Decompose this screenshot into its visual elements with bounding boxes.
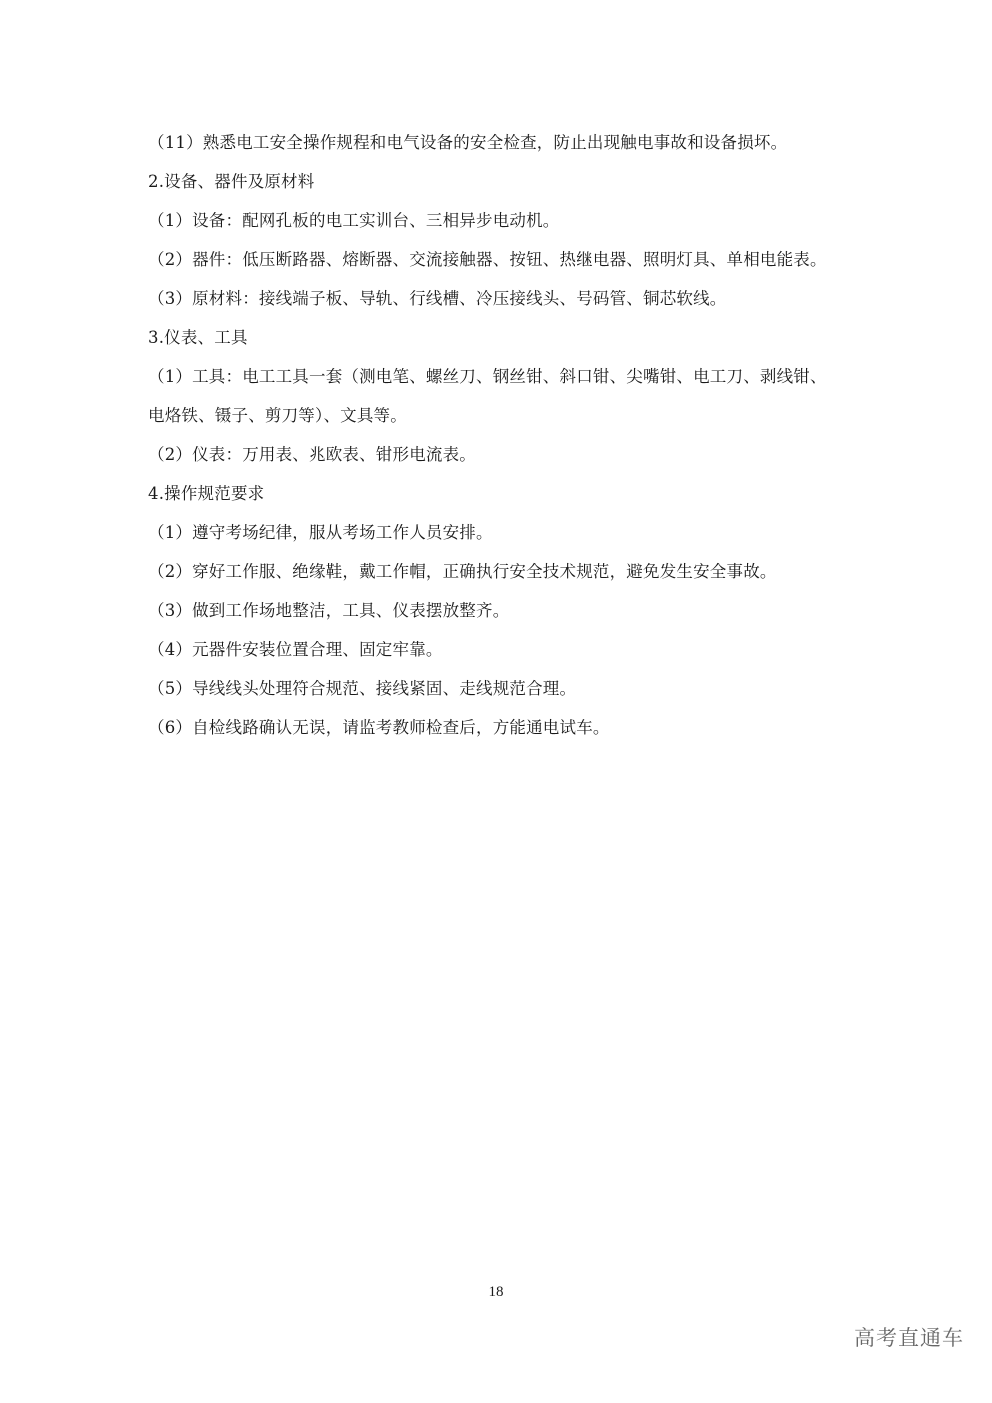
section-heading: 3.仪表、工具 <box>148 328 248 347</box>
document-body <box>148 123 868 747</box>
list-item: （6）自检线路确认无误，请监考教师检查后，方能通电试车。 <box>148 718 610 737</box>
watermark: 高考直通车 <box>854 1326 964 1350</box>
list-item: （5）导线线头处理符合规范、接线紧固、走线规范合理。 <box>148 679 577 698</box>
list-item: （3）原材料：接线端子板、导轨、行线槽、冷压接线头、号码管、铜芯软线。 <box>148 289 727 308</box>
list-item: （2）器件：低压断路器、熔断器、交流接触器、按钮、热继电器、照明灯具、单相电能表。 <box>148 250 827 269</box>
list-item-continuation: 电烙铁、镊子、剪刀等）、文具等。 <box>148 406 407 425</box>
list-item: （11）熟悉电工安全操作规程和电气设备的安全检查，防止出现触电事故和设备损坏。 <box>148 133 788 152</box>
list-item: （2）穿好工作服、绝缘鞋，戴工作帽，正确执行安全技术规范，避免发生安全事故。 <box>148 562 777 581</box>
list-item: （1）遵守考场纪律，服从考场工作人员安排。 <box>148 523 493 542</box>
list-item: （3）做到工作场地整洁，工具、仪表摆放整齐。 <box>148 601 510 620</box>
list-item: （2）仪表：万用表、兆欧表、钳形电流表。 <box>148 445 476 464</box>
list-item: （4）元器件安装位置合理、固定牢靠。 <box>148 640 443 659</box>
list-item: （1）设备：配网孔板的电工实训台、三相异步电动机。 <box>148 211 560 230</box>
page-number: 18 <box>488 1284 504 1300</box>
list-item: （1）工具：电工工具一套（测电笔、螺丝刀、钢丝钳、斜口钳、尖嘴钳、电工刀、剥线钳、 <box>148 367 827 386</box>
section-heading: 2.设备、器件及原材料 <box>148 172 315 191</box>
section-heading: 4.操作规范要求 <box>148 484 265 503</box>
